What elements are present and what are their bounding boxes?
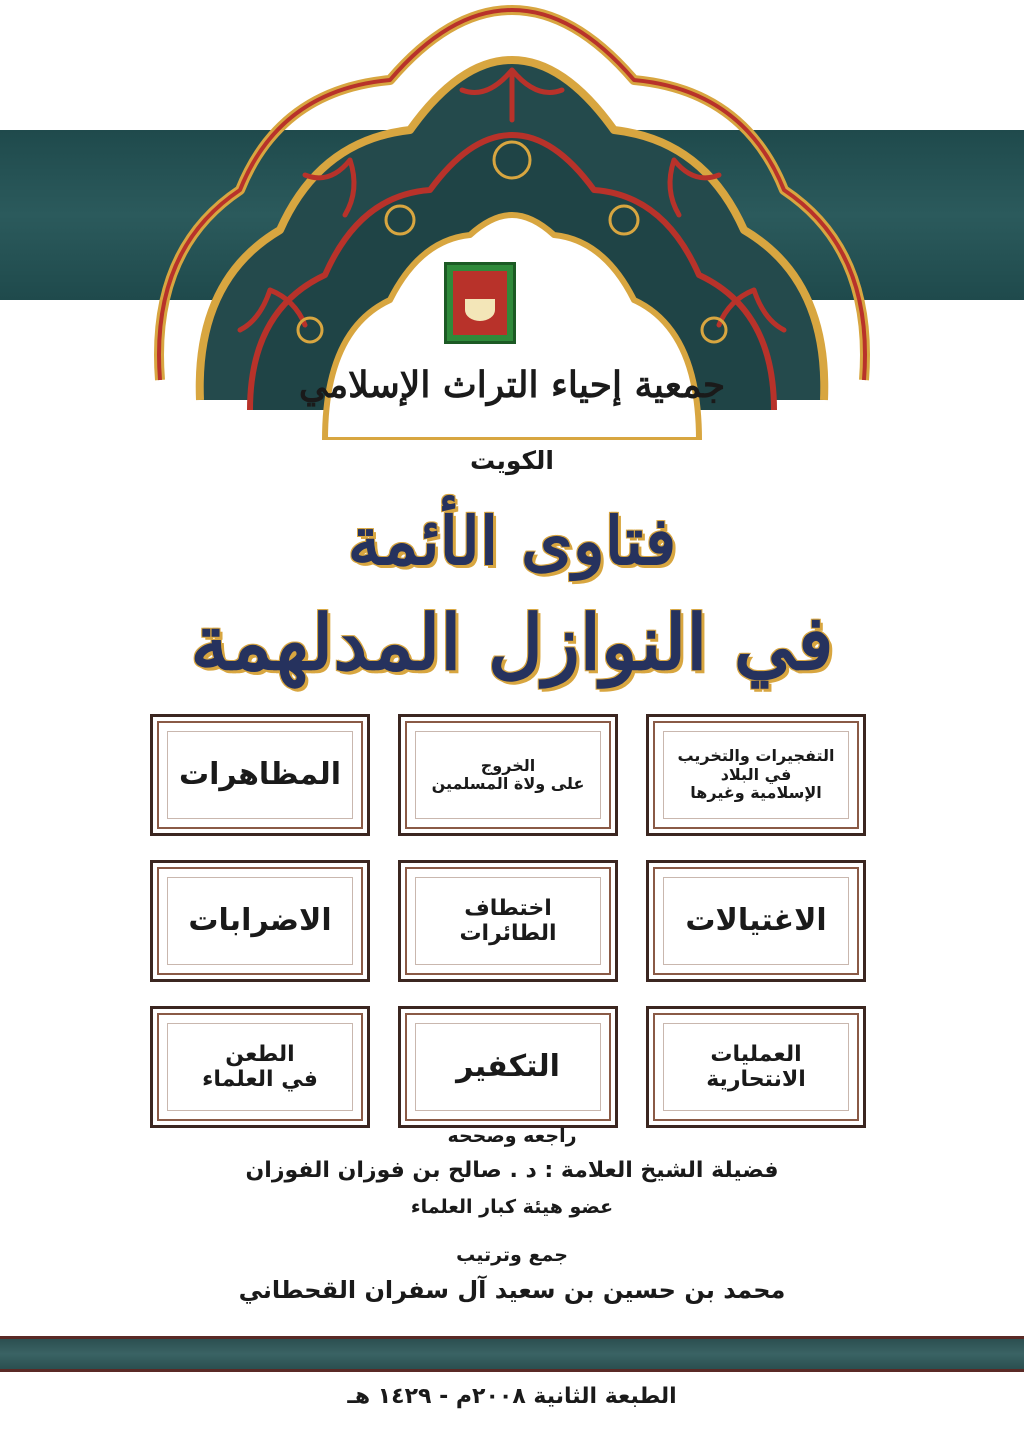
- topic-box: [646, 860, 866, 982]
- topic-label: الاضرابات: [188, 902, 332, 938]
- reviewer-name: فضيلة الشيخ العلامة : د . صالح بن فوزان الفوزان: [245, 1158, 779, 1183]
- topic-label: الخروج على ولاة المسلمين: [431, 755, 585, 793]
- topic-box: [646, 714, 866, 836]
- compiled-label: جمع وترتيب: [456, 1244, 568, 1266]
- topic-box: [150, 714, 370, 836]
- topic-box: [150, 1006, 370, 1128]
- topic-box: [646, 1006, 866, 1128]
- reviewer-title: عضو هيئة كبار العلماء: [410, 1196, 614, 1218]
- edition-info: الطبعة الثانية ٢٠٠٨م - ١٤٢٩ هـ: [347, 1384, 677, 1409]
- compiler-name: محمد بن حسين بن سعيد آل سفران القحطاني: [238, 1276, 786, 1304]
- reviewed-label: راجعه وصححه: [447, 1125, 577, 1147]
- bottom-band: [0, 1336, 1024, 1372]
- topic-label: اختطاف الطائرات: [459, 895, 557, 946]
- topic-box: [398, 1006, 618, 1128]
- topic-box: [398, 714, 618, 836]
- topic-box: [398, 860, 618, 982]
- book-icon: [465, 299, 495, 321]
- organization-city: الكويت: [469, 446, 555, 475]
- topics-grid: [150, 714, 866, 1128]
- topic-box: [150, 860, 370, 982]
- topic-label: التفجيرات والتخريب في البلاد الإسلامية وغيرها: [677, 746, 835, 803]
- topic-label: الطعن في العلماء: [202, 1041, 318, 1092]
- organization-name: جمعية إحياء التراث الإسلامي: [298, 364, 726, 406]
- organization-emblem: [444, 262, 516, 344]
- topic-label: التكفير: [456, 1048, 560, 1084]
- title-line-1: فتاوى الأئمة: [347, 502, 677, 580]
- topic-label: العمليات الانتحارية: [706, 1041, 806, 1092]
- title-line-2: في النوازل المدلهمة: [190, 598, 834, 687]
- topic-label: الاغتيالات: [685, 902, 827, 938]
- topic-label: المظاهرات: [178, 756, 342, 792]
